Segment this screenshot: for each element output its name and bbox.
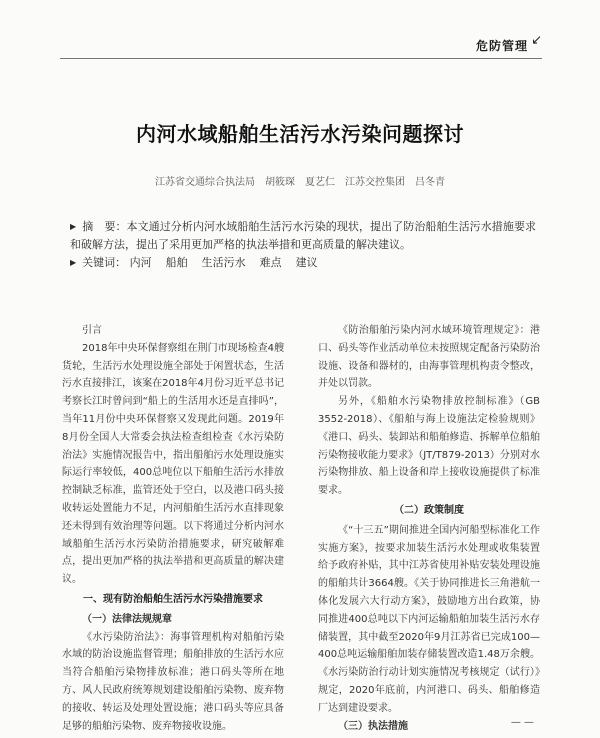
abstract bbox=[70, 218, 536, 254]
header-divider bbox=[60, 58, 542, 59]
abstract-label: 摘 要： bbox=[82, 220, 127, 233]
subsection-heading: （三）执法措施 bbox=[338, 720, 408, 732]
section-mark-icon: ↙ bbox=[531, 33, 542, 48]
keywords bbox=[70, 254, 536, 272]
author-line: 江苏省交通综合执法局 胡筱琛 夏艺仁 江苏交控集团 吕冬青 bbox=[155, 177, 445, 188]
keyword-item: 难点 bbox=[259, 256, 282, 269]
section-label: 危防管理 bbox=[475, 39, 528, 53]
keyword-item: 船舶 bbox=[165, 256, 188, 269]
page-number: — — bbox=[510, 717, 534, 728]
right-column bbox=[318, 322, 540, 735]
keywords-label: 关键词： bbox=[82, 256, 127, 269]
keyword-item: 建议 bbox=[295, 256, 318, 269]
body-paragraph: 2018年中央环保督察组在荆门市现场检查4艘货轮，生活污水处理设施全部处于闲置状态，生活污水直接排江，该案在2018年4月份习近平总书记考察长江时曾问到“船上的生活用水还是直排吗”，当年11月份中央环保督察又发现此问题。2019年8月份全国人大常委会执法检查组检查《水污染防治法》实施情况报告中，指出船舶污水处理设施实际运行率较低，400总吨位以下船舶生活污水排放控制缺乏标准，监管还处于空白，以及港口码头接收转运处置能力不足，内河船舶生活污水直排现象还未得到有效治理等问题。以下将通过分析内河水域船舶生活污水污染防治措施要求，研究破解难点，提出更加严格的执法举措和更高质量的解决建议。 bbox=[62, 342, 284, 586]
body-paragraph: 《防治船舶污染内河水域环境管理规定》：港口、码头等作业活动单位未按照规定配备污染防治设施、设备和器材的，由海事管理机构责令整改，并处以罚款。 bbox=[318, 325, 540, 390]
triangle-bullet-icon: ▶ bbox=[70, 258, 77, 267]
triangle-bullet-icon: ▶ bbox=[70, 222, 77, 231]
abstract-text: 本文通过分析内河水域船舶生活污水污染的现状，提出了防治船舶生活污水措施要求和破解方法，提出了采用更加严格的执法举措和更高质量的解决建议。 bbox=[70, 220, 537, 251]
article-title: 内河水域船舶生活污水污染问题探讨 bbox=[136, 122, 464, 146]
body-paragraph: 《水污染防治法》：海事管理机构对船舶污染水域的防治设施监督管理；船舶排放的生活污水应当符合船舶污染物排放标准；港口码头等所在地方、风人民政府统筹规划建设船舶污染物、废弃物的接收、转运及处理处置设施；港口码头等应具备足够的船舶污染物、废弃物接收设施。 bbox=[62, 631, 284, 732]
body-paragraph: 另外，《船舶水污染物排放控制标准》（GB 3552-2018）、《船舶与海上设施法定检验规则》《港口、码头、装卸站和船舶修造、拆解单位船舶污染物接收能力要求》（JT/T879-2013）分别对水污染物排放、船上设备和岸上接收设施提供了标准要求。 bbox=[318, 396, 540, 497]
intro-heading: 引言 bbox=[82, 325, 102, 336]
subsection-heading: （一）法律法规规章 bbox=[82, 613, 172, 625]
keyword-item: 生活污水 bbox=[201, 256, 246, 269]
subsection-heading: （二）政策制度 bbox=[394, 504, 464, 516]
left-column bbox=[62, 322, 284, 735]
section-heading: 一、现有防治船舶生活污水污染措施要求 bbox=[83, 593, 263, 605]
body-paragraph: 《“十三五”期间推进全国内河船型标准化工作实施方案》，按要求加装生活污水处理或收集装置给予政府补贴，其中江苏省使用补贴安装处理设施的船舶共计3664艘。《关于协同推进长三角港航一体化发展六大行动方案》，鼓励地方出台政策，协同推进400总吨以下内河运输船舶加装生活污水存储装置，其中截至2020年9月江苏省已完成100—400总吨运输船舶加装存储装置改造1.48万余艘。《水污染防治行动计划实施情况考核规定（试行）》规定，2020年底前，内河港口、码头、船舶修造厂达到建设要求。 bbox=[318, 524, 540, 714]
keyword-item: 内河 bbox=[129, 256, 152, 269]
